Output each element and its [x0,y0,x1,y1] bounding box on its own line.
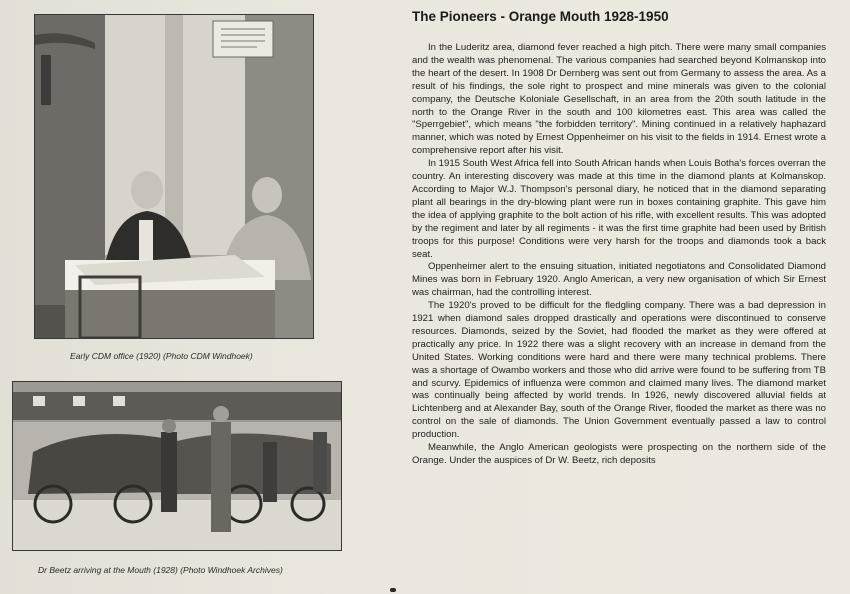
page-number-mark [390,588,396,592]
article-paragraph: Meanwhile, the Anglo American geologists were prospecting on the northern side of the Orange. Under the auspices of Dr W. Beetz, rich deposits [412,442,826,466]
article-paragraph: In 1915 South West Africa fell into South African hands when Louis Botha's forces overran the country. An interesting discovery was made at this time in the diamond plants at Kolmanskop. According to Major W.J. Thompson's personal diary, he noticed that in the diamond separating plant all bearings in the dry-blowing plant were run in boxes containing graphite. This gave him the idea of applying graphite to the bolt action of his rifle, with excellent results. This was adopted by the regiment and later by all regiments - it was the first time graphite had been used by British troops for this purpose! Conditions were very harsh for the troops and diamonds took a back seat. [412,158,826,260]
photo-caption: Dr Beetz arriving at the Mouth (1928) (Photo Windhoek Archives) [38,565,283,575]
article-paragraph: In the Luderitz area, diamond fever reached a high pitch. There were many small companies and the wealth was phenomenal. The various companies had searched beyond Kolmanskop into the heart of the desert. In 1908 Dr Dernberg was sent out from Germany to assess the area. As a result of his findings, the sole right to prospect and mine minerals was given to the colonial company, the Deutsche Koloniale Gesellschaft, in an area from the 20th south latitude in the north to the Orange River in the south and 100 kilometres east. This area was called the "Sperrgebiet", which means "the forbidden territory". Mining continued in a relatively haphazard manner, which was noted by Ernest Oppenheimer on his visit to the fields in 1914. Ernest wrote a comprehensive report after his visit. [412,42,826,157]
photo-cdm-office [34,14,314,339]
article-paragraph: The 1920's proved to be difficult for the fledgling company. There was a bad depression in 1921 when diamond sales dropped drastically and operations were discontinued to conserve resources. Diamonds, seized by the Soviet, had flooded the market as they were offered at practically any price. In 1922 there was a slight recovery with an increase in demand from the United States. Working conditions were hard and there were many technical problems. There was a shortage of Owambo workers and those who did arrive were found to be suffering from TB and scurvy. Epidemics of influenza were common and claimed many lives. The diamond market was continually being affected by world trends. In 1926, newly discovered alluvial fields at Lichtenberg and at Alexander Bay, south of the Orange River, flooded the market as there was no control on the sale of diamonds. The Union Government eventually passed a law to control production. [412,300,826,441]
article-title: The Pioneers - Orange Mouth 1928-1950 [412,9,669,24]
photo-caption: Early CDM office (1920) (Photo CDM Windhoek) [70,351,253,361]
photo-beetz-arriving [12,381,342,551]
article [412,9,826,468]
article-paragraph: Oppenheimer alert to the ensuing situation, initiated negotiatons and Consolidated Diamond Mines was born in February 1920. Anglo American, a very new organisation of which Sir Ernest was chairman, had the controlling interest. [412,261,826,299]
